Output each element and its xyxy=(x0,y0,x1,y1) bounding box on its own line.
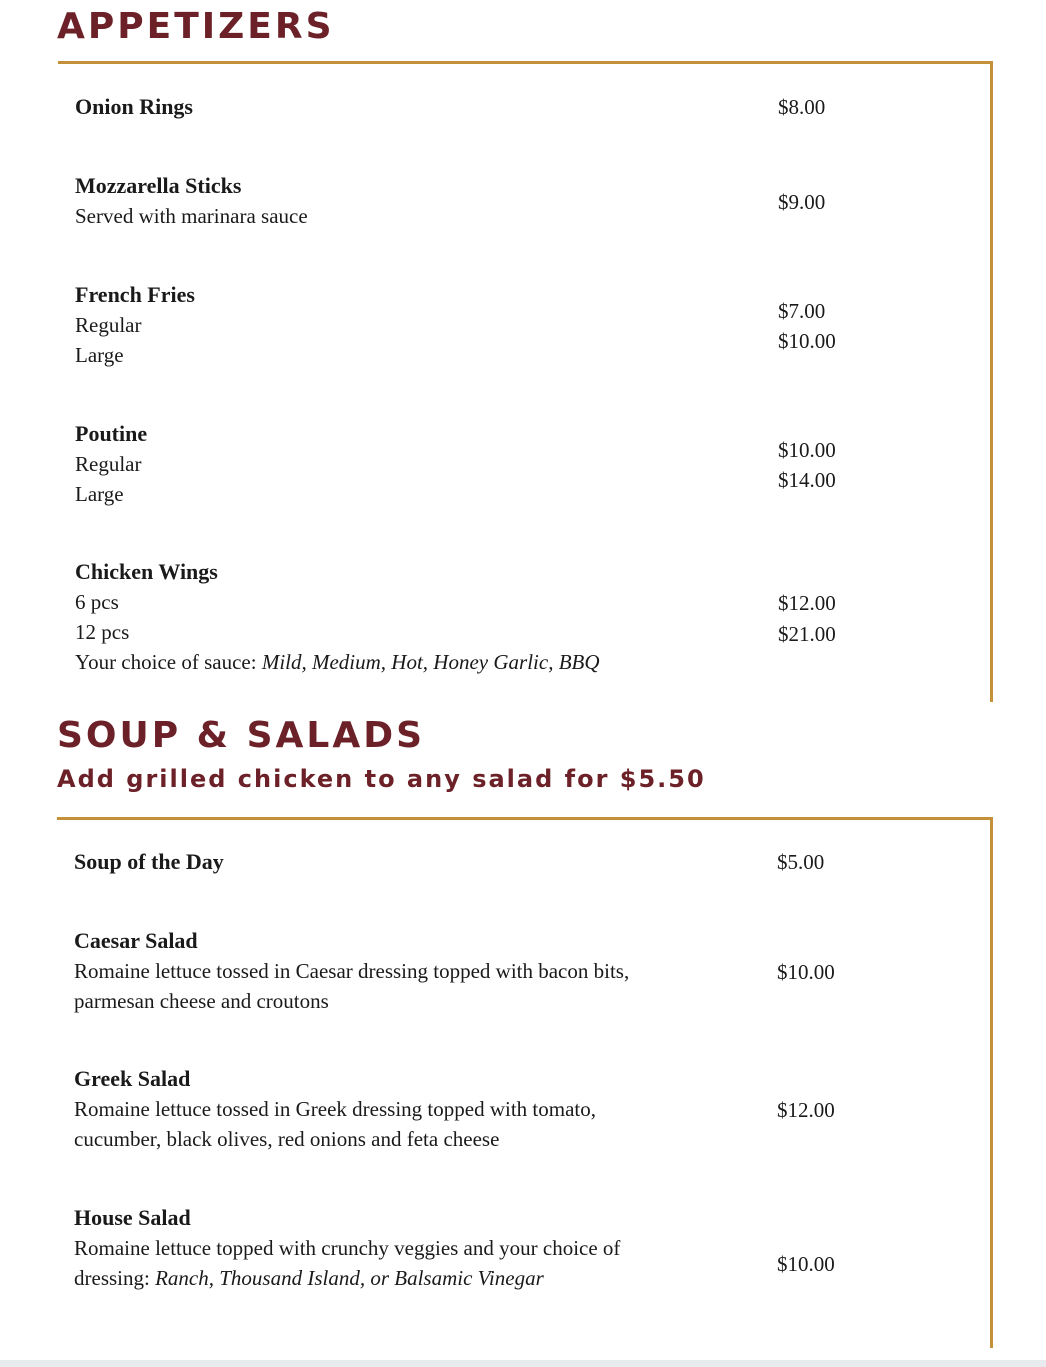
menu-item-poutine xyxy=(58,419,990,509)
item-option: 12 pcs xyxy=(75,620,130,644)
menu-item-house-salad xyxy=(57,1203,990,1293)
bottom-bar xyxy=(0,1360,1046,1367)
item-price: $10.00 xyxy=(777,1252,835,1276)
appetizers-title: APPETIZERS xyxy=(57,6,335,47)
item-description: parmesan cheese and croutons xyxy=(74,989,329,1013)
item-option: Regular xyxy=(75,313,142,337)
item-option: 6 pcs xyxy=(75,590,119,614)
menu-item-greek-salad xyxy=(57,1064,990,1154)
item-price: $10.00 xyxy=(778,438,836,462)
sauce-label: Your choice of sauce: xyxy=(75,650,257,674)
dressing-label: dressing: xyxy=(74,1266,150,1290)
item-option: Large xyxy=(75,343,124,367)
item-name: Onion Rings xyxy=(75,94,193,119)
menu-item-onion-rings xyxy=(58,92,990,122)
item-description: Romaine lettuce tossed in Caesar dressing topped with bacon bits, xyxy=(74,959,630,983)
item-price: $12.00 xyxy=(777,1098,835,1122)
menu-item-mozzarella-sticks xyxy=(58,171,990,231)
item-price: $9.00 xyxy=(778,190,826,214)
item-price: $10.00 xyxy=(777,960,835,984)
item-name: French Fries xyxy=(75,282,195,307)
item-price: $10.00 xyxy=(778,329,836,353)
dressing-options: Ranch, Thousand Island, or Balsamic Vinegar xyxy=(155,1266,544,1290)
item-price: $14.00 xyxy=(778,468,836,492)
menu-item-soup-of-the-day xyxy=(57,847,990,877)
item-price: $5.00 xyxy=(777,850,825,874)
item-price: $21.00 xyxy=(778,622,836,646)
sauce-choice xyxy=(75,647,990,677)
soups-salads-subtitle: Add grilled chicken to any salad for $5.50 xyxy=(57,765,706,793)
menu-item-french-fries xyxy=(58,280,990,370)
item-name: Greek Salad xyxy=(74,1066,191,1091)
item-name: Caesar Salad xyxy=(74,928,198,953)
item-description: Served with marinara sauce xyxy=(75,204,308,228)
item-name: Chicken Wings xyxy=(75,559,218,584)
item-price: $12.00 xyxy=(778,591,836,615)
item-price: $8.00 xyxy=(778,95,826,119)
soups-salads-frame xyxy=(57,817,993,1348)
item-option: Large xyxy=(75,482,124,506)
menu-item-chicken-wings xyxy=(58,557,990,677)
item-description: Romaine lettuce tossed in Greek dressing topped with tomato, xyxy=(74,1097,596,1121)
item-price: $7.00 xyxy=(778,299,826,323)
item-name: Poutine xyxy=(75,421,148,446)
item-name: Soup of the Day xyxy=(74,849,224,874)
item-description: cucumber, black olives, red onions and feta cheese xyxy=(74,1127,500,1151)
soups-salads-title: SOUP & SALADS xyxy=(57,715,426,756)
item-name: House Salad xyxy=(74,1205,191,1230)
dressing-choice xyxy=(74,1263,990,1293)
item-name: Mozzarella Sticks xyxy=(75,173,242,198)
appetizers-frame xyxy=(58,61,993,702)
item-description: Romaine lettuce topped with crunchy veggies and your choice of xyxy=(74,1236,621,1260)
sauce-options: Mild, Medium, Hot, Honey Garlic, BBQ xyxy=(261,650,600,674)
menu-item-caesar-salad xyxy=(57,926,990,1016)
item-option: Regular xyxy=(75,452,142,476)
